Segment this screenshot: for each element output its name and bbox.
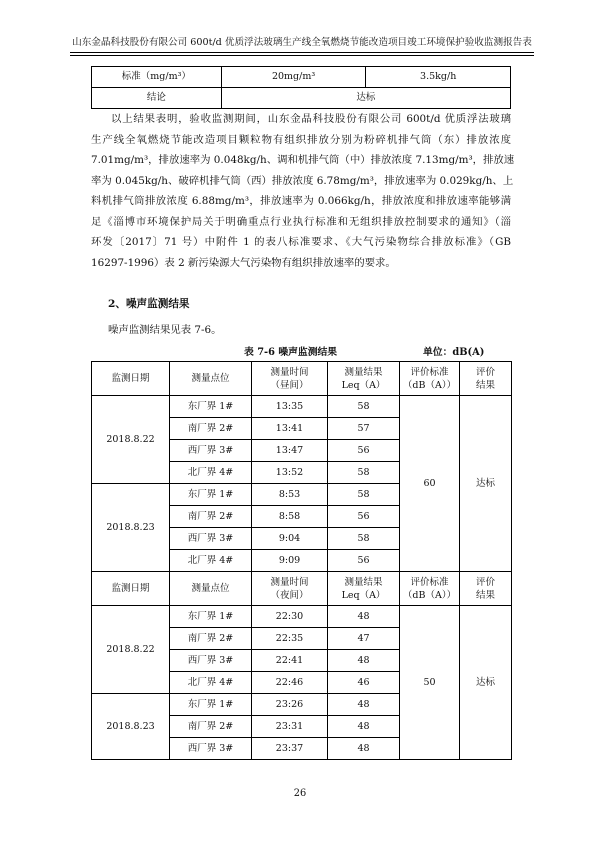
header-rule-thin xyxy=(70,55,534,56)
time-cell: 22:46 xyxy=(252,672,328,694)
result-cell: 56 xyxy=(328,506,400,528)
header-line: 测量时间 xyxy=(270,366,309,378)
location-cell: 西厂界 3# xyxy=(170,528,252,550)
time-cell: 13:41 xyxy=(252,418,328,440)
header-line: （dB（A）） xyxy=(402,589,457,601)
result-cell: 48 xyxy=(328,650,400,672)
evaluation-cell: 达标 xyxy=(460,606,512,760)
result-cell: 47 xyxy=(328,628,400,650)
time-cell: 13:52 xyxy=(252,462,328,484)
page-number: 26 xyxy=(293,788,307,799)
result-cell: 46 xyxy=(328,672,400,694)
location-cell: 西厂界 3# xyxy=(170,650,252,672)
header-cell xyxy=(460,362,512,396)
header-line: 评价 xyxy=(475,576,495,588)
header-line: （夜间） xyxy=(270,589,309,601)
result-cell: 48 xyxy=(328,606,400,628)
location-cell: 东厂界 1# xyxy=(170,396,252,418)
result-cell: 48 xyxy=(328,694,400,716)
result-cell: 58 xyxy=(328,484,400,506)
night-header-row xyxy=(92,572,512,606)
table-row xyxy=(92,396,512,418)
table-cell: 20mg/m³ xyxy=(221,67,366,88)
result-cell: 58 xyxy=(328,396,400,418)
paragraph-line: 7.01mg/m³，排放速率为 0.048kg/h、调和机排气筒（中）排放浓度 7.13mg/m³，排放速 xyxy=(91,154,515,166)
header-line: 测量结果 xyxy=(344,366,383,378)
conclusion-paragraph xyxy=(91,109,515,273)
table-cell: 结论 xyxy=(92,88,222,109)
header-cell xyxy=(328,362,400,396)
day-header-row xyxy=(92,362,512,396)
paragraph-line: 足《淄博市环境保护局关于明确重点行业执行标准和无组织排放控制要求的通知》（淄 xyxy=(91,215,511,228)
table-cell: 3.5kg/h xyxy=(366,67,511,88)
emission-standard-table xyxy=(91,66,511,109)
result-cell: 57 xyxy=(328,418,400,440)
paragraph-line: 环发〔2017〕71 号）中附件 1 的表八标准要求、《大气污染物综合排放标准》（GB xyxy=(91,236,511,248)
location-cell: 南厂界 2# xyxy=(170,418,252,440)
time-cell: 23:37 xyxy=(252,738,328,760)
location-cell: 东厂界 1# xyxy=(170,694,252,716)
time-cell: 22:30 xyxy=(252,606,328,628)
header-cell: 监测日期 xyxy=(92,362,170,396)
paragraph-line: 以上结果表明，验收监测期间，山东金晶科技股份有限公司 600t/d 优质浮法玻璃 xyxy=(111,113,511,125)
header-rule-thick xyxy=(70,52,534,53)
paragraph-line: 料机排气筒排放浓度 6.88mg/m³，排放速率为 0.066kg/h，排放浓度和排放速率能够满 xyxy=(91,195,511,207)
result-cell: 56 xyxy=(328,440,400,462)
section-heading: 2、噪声监测结果 xyxy=(108,298,190,310)
header-line: 测量结果 xyxy=(344,576,383,588)
location-cell: 西厂界 3# xyxy=(170,738,252,760)
header-line: 评价标准 xyxy=(410,576,449,588)
table-cell: 标准（mg/m³） xyxy=(92,67,222,88)
conclusion-row xyxy=(92,88,511,109)
location-cell: 西厂界 3# xyxy=(170,440,252,462)
paragraph-line: 16297-1996）表 2 新污染源大气污染物有组织排放速率的要求。 xyxy=(91,256,396,269)
table-cell: 达标 xyxy=(221,88,510,109)
result-cell: 56 xyxy=(328,550,400,572)
location-cell: 北厂界 4# xyxy=(170,672,252,694)
paragraph-line: 率为 0.045kg/h、破碎机排气筒（西）排放浓度 6.78mg/m³，排放速率为 0.029kg/h、上 xyxy=(91,174,514,187)
time-cell: 8:53 xyxy=(252,484,328,506)
time-cell: 13:47 xyxy=(252,440,328,462)
standard-cell: 50 xyxy=(400,606,460,760)
header-cell xyxy=(328,572,400,606)
standard-row xyxy=(92,67,511,88)
header-cell xyxy=(400,362,460,396)
date-cell: 2018.8.23 xyxy=(92,694,170,760)
standard-cell: 60 xyxy=(400,396,460,572)
date-cell: 2018.8.22 xyxy=(92,396,170,484)
time-cell: 23:31 xyxy=(252,716,328,738)
table-row xyxy=(92,606,512,628)
location-cell: 南厂界 2# xyxy=(170,506,252,528)
date-cell: 2018.8.22 xyxy=(92,606,170,694)
header-cell: 监测日期 xyxy=(92,572,170,606)
result-cell: 58 xyxy=(328,528,400,550)
header-line: 测量时间 xyxy=(270,576,309,588)
header-cell xyxy=(400,572,460,606)
header-line: 结果 xyxy=(475,379,495,391)
time-cell: 9:04 xyxy=(252,528,328,550)
header-line: 结果 xyxy=(475,589,495,601)
result-cell: 48 xyxy=(328,716,400,738)
header-cell: 测量点位 xyxy=(170,572,252,606)
section-intro: 噪声监测结果见表 7-6。 xyxy=(108,324,222,336)
evaluation-cell: 达标 xyxy=(460,396,512,572)
location-cell: 南厂界 2# xyxy=(170,628,252,650)
header-cell xyxy=(252,572,328,606)
noise-monitoring-table xyxy=(91,361,512,760)
header-cell xyxy=(252,362,328,396)
time-cell: 9:09 xyxy=(252,550,328,572)
location-cell: 北厂界 4# xyxy=(170,462,252,484)
result-cell: 48 xyxy=(328,738,400,760)
location-cell: 东厂界 1# xyxy=(170,606,252,628)
header-line: （昼间） xyxy=(270,379,309,391)
time-cell: 22:35 xyxy=(252,628,328,650)
report-header: 山东金晶科技股份有限公司 600t/d 优质浮法玻璃生产线全氧燃烧节能改造项目竣工环境保护验收监测报告表 xyxy=(72,37,532,48)
time-cell: 23:26 xyxy=(252,694,328,716)
time-cell: 8:58 xyxy=(252,506,328,528)
header-line: 评价 xyxy=(475,366,495,378)
header-line: 评价标准 xyxy=(410,366,449,378)
header-line: Leq（A） xyxy=(341,589,386,601)
result-cell: 58 xyxy=(328,462,400,484)
time-cell: 13:35 xyxy=(252,396,328,418)
header-line: （dB（A）） xyxy=(402,379,457,391)
header-cell xyxy=(460,572,512,606)
header-line: Leq（A） xyxy=(341,379,386,391)
paragraph-line: 生产线全氧燃烧节能改造项目颗粒物有组织排放分别为粉碎机排气筒（东）排放浓度 xyxy=(91,133,511,146)
table-caption: 表 7-6 噪声监测结果 xyxy=(244,347,338,358)
date-cell: 2018.8.23 xyxy=(92,484,170,572)
location-cell: 南厂界 2# xyxy=(170,716,252,738)
header-cell: 测量点位 xyxy=(170,362,252,396)
location-cell: 北厂界 4# xyxy=(170,550,252,572)
location-cell: 东厂界 1# xyxy=(170,484,252,506)
table-unit: 单位：dB(A) xyxy=(423,347,485,358)
time-cell: 22:41 xyxy=(252,650,328,672)
